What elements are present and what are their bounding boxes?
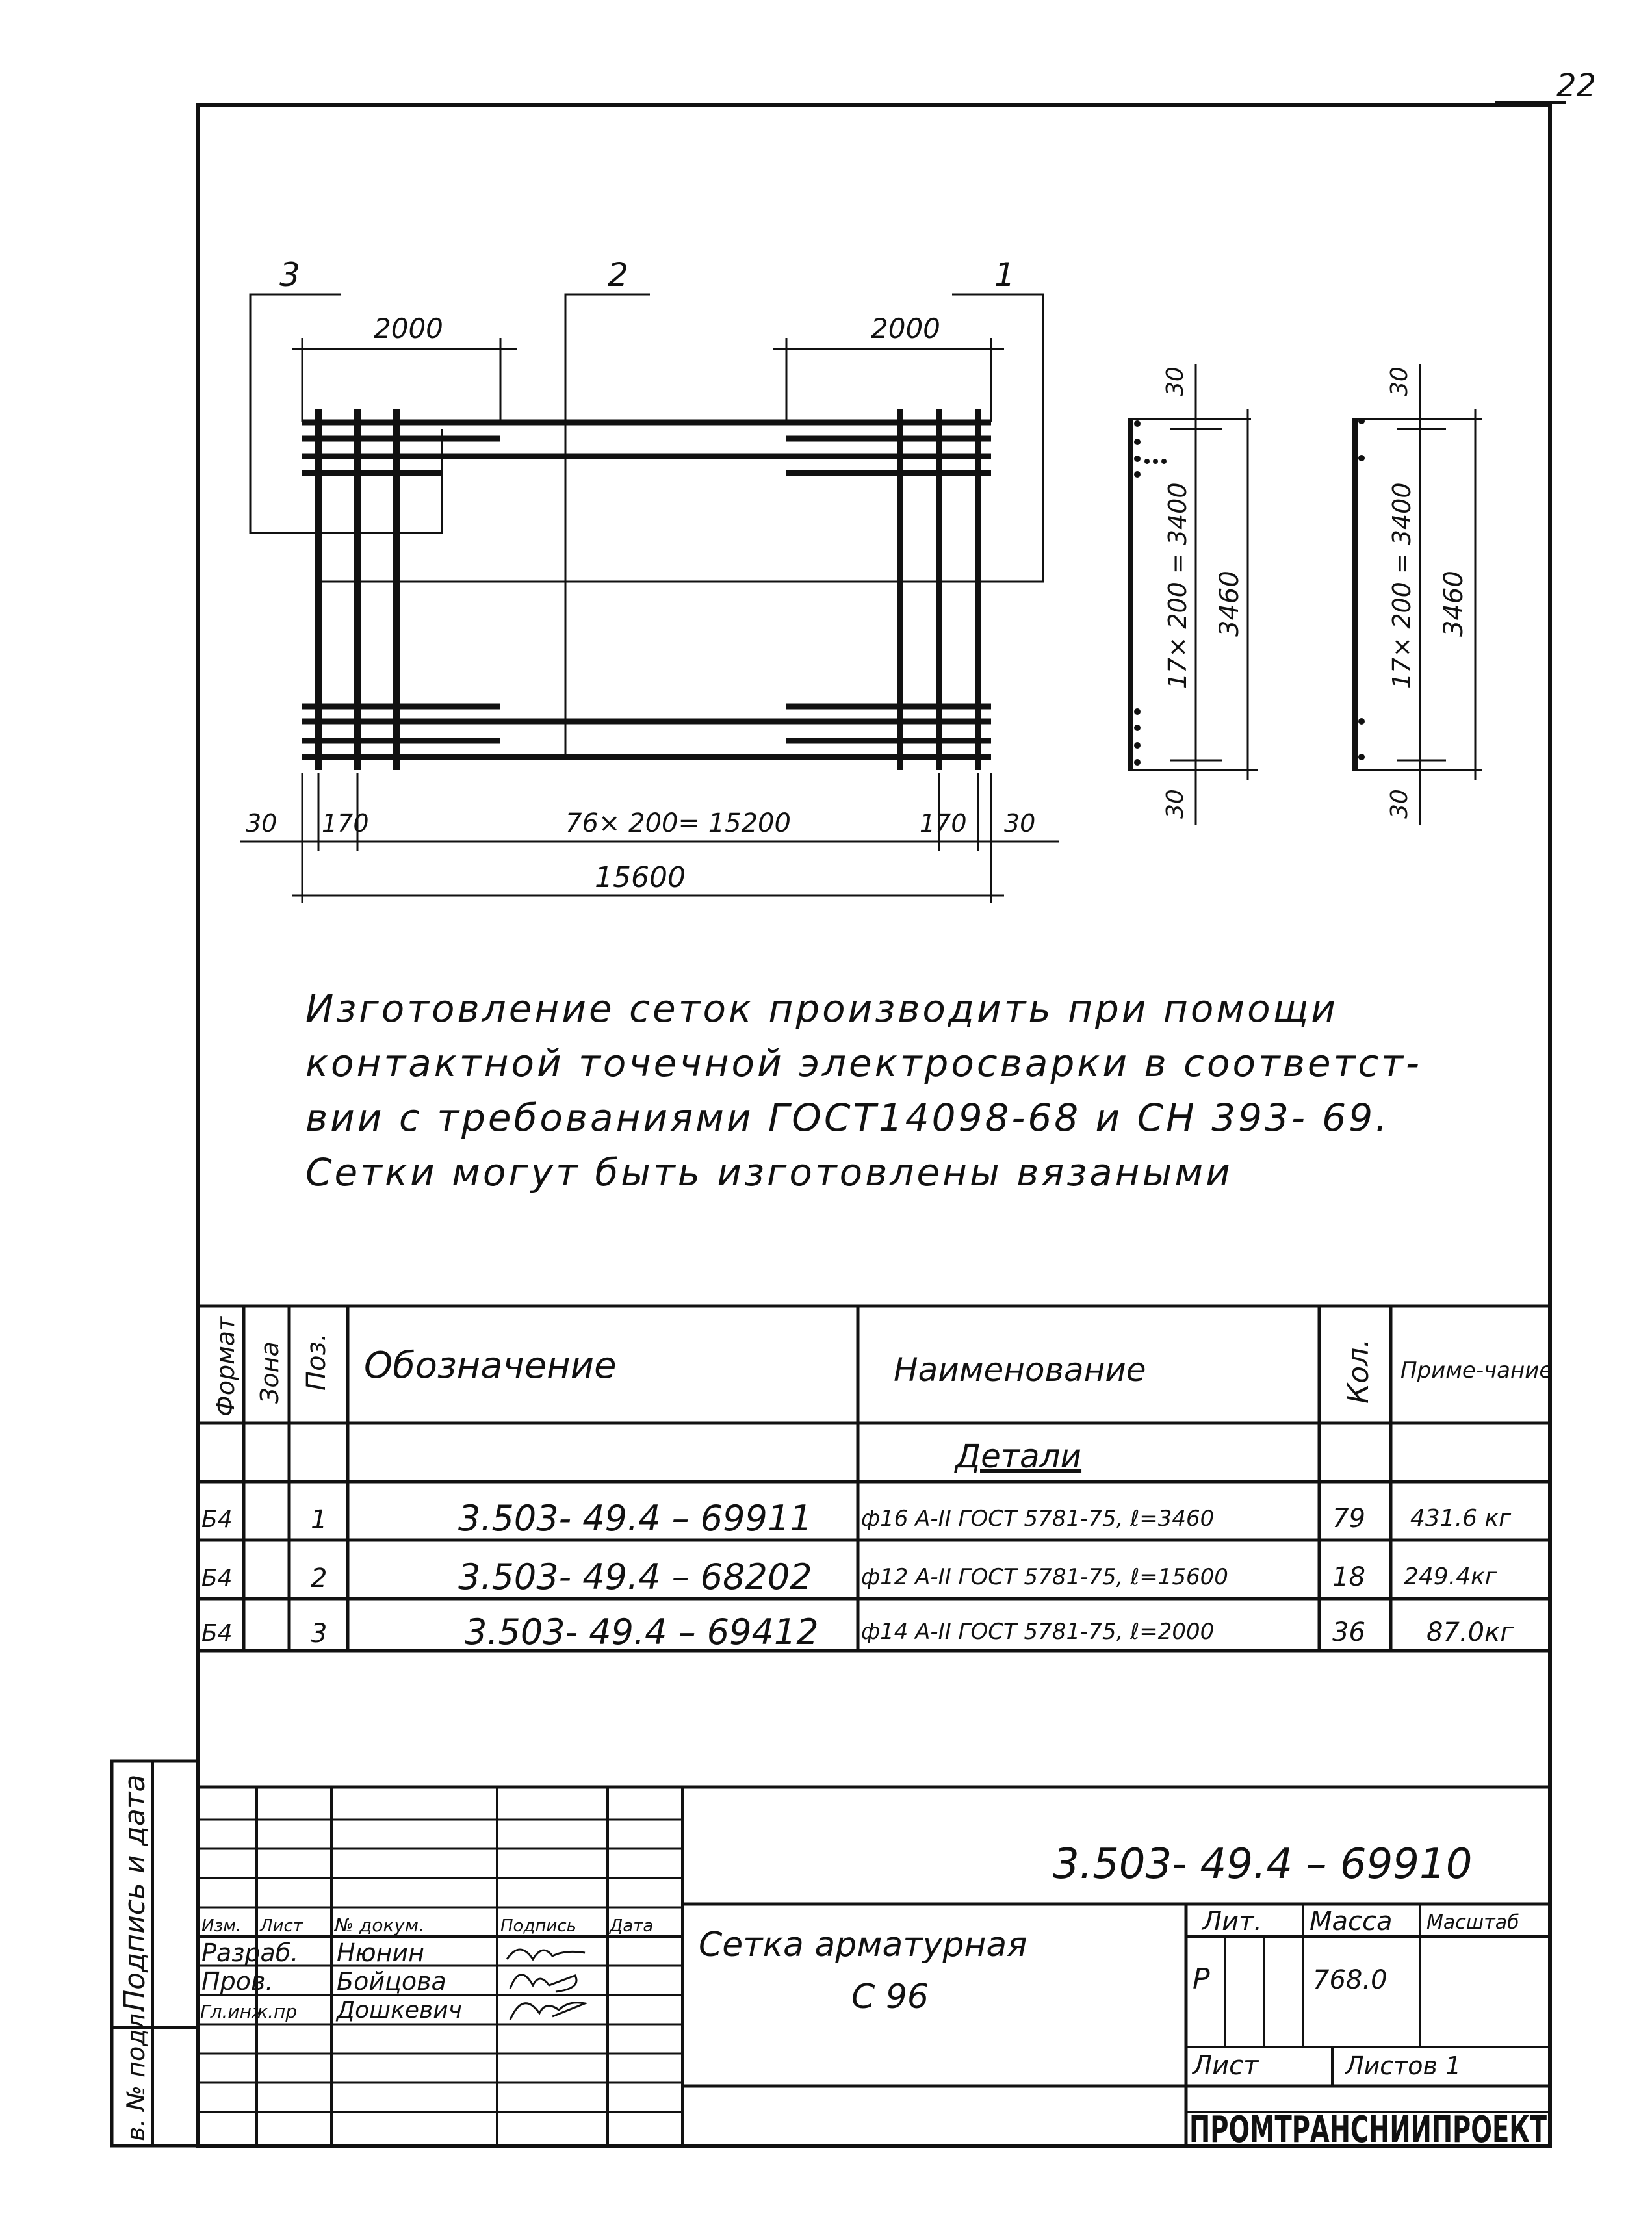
row1-format: Б4 — [201, 1506, 233, 1533]
name-chief-engineer: Дошкевич — [337, 1997, 462, 2024]
mass-label: Масса — [1310, 1907, 1393, 1937]
role-chief-engineer: Гл.инж.пр — [200, 2001, 298, 2022]
signature-marks — [507, 1950, 585, 2020]
note-line-2: контактной точечной электросварки в соответст- — [305, 1041, 1422, 1085]
section-left — [1128, 364, 1258, 825]
row1-designation: 3.503- 49.4 – 69911 — [458, 1498, 812, 1539]
row1-name: ф16 А-II ГОСТ 5781-75, ℓ=3460 — [861, 1506, 1215, 1532]
mesh-plan — [240, 256, 1059, 903]
product-title-line2: С 96 — [851, 1977, 929, 2016]
header-designation: Обозначение — [364, 1345, 617, 1387]
role-checker: Пров. — [201, 1967, 274, 1996]
dim-bottom-30-left: 30 — [246, 809, 277, 838]
section-left-bottom-30: 30 — [1162, 789, 1189, 819]
section-right-top-30: 30 — [1386, 367, 1413, 396]
row3-qty: 36 — [1332, 1617, 1365, 1647]
row1-pos: 1 — [311, 1505, 328, 1535]
dim-top-right: 2000 — [871, 313, 940, 344]
document-code: 3.503- 49.4 – 69910 — [1053, 1840, 1473, 1888]
sheet-label: Лист — [1193, 2051, 1259, 2081]
row2-format: Б4 — [201, 1565, 233, 1591]
side-label-sign-date: Подпись и дата — [118, 1774, 151, 2011]
row3-designation: 3.503- 49.4 – 69412 — [465, 1612, 819, 1653]
role-developer: Разраб. — [201, 1938, 299, 1967]
manufacturing-note — [305, 981, 1540, 1200]
note-line-4: Сетки могут быть изготовлены вязаными — [305, 1150, 1233, 1194]
col-sign: Подпись — [500, 1916, 576, 1936]
header-pos: Поз. — [302, 1333, 331, 1391]
scale-label: Масштаб — [1426, 1911, 1519, 1934]
title-block — [112, 1761, 1550, 2151]
name-developer: Нюнин — [337, 1938, 424, 1967]
section-right-mid: 17× 200 = 3400 — [1387, 482, 1416, 689]
row3-pos: 3 — [311, 1619, 328, 1649]
col-izm: Изм. — [201, 1916, 242, 1936]
row3-format: Б4 — [201, 1620, 233, 1647]
dim-bottom-170-right: 170 — [920, 809, 967, 838]
dim-total: 15600 — [595, 861, 686, 894]
callout-2: 2 — [608, 256, 628, 294]
row3-note: 87.0кг — [1426, 1617, 1514, 1647]
header-zone: Зона — [255, 1341, 284, 1404]
row1-note: 431.6 кг — [1410, 1505, 1512, 1532]
header-note: Приме-чание — [1400, 1358, 1553, 1384]
callout-3: 3 — [279, 256, 300, 294]
section-title: Детали — [955, 1437, 1082, 1475]
section-left-top-30: 30 — [1162, 367, 1189, 396]
dim-bottom-middle: 76× 200= 15200 — [565, 808, 791, 838]
sheets-label: Листов 1 — [1345, 2052, 1462, 2080]
callout-1: 1 — [994, 256, 1015, 294]
header-qty: Кол. — [1342, 1338, 1375, 1404]
spec-table — [198, 1306, 1553, 1787]
side-label-inv-no: в. № подл. — [122, 2005, 150, 2141]
row3-name: ф14 А-II ГОСТ 5781-75, ℓ=2000 — [861, 1619, 1215, 1645]
name-checker: Бойцова — [337, 1967, 446, 1996]
row1-qty: 79 — [1332, 1504, 1365, 1534]
row2-qty: 18 — [1332, 1562, 1365, 1592]
note-line-1: Изготовление сеток производить при помощи — [305, 986, 1338, 1031]
row2-note: 249.4кг — [1404, 1564, 1497, 1590]
header-format: Формат — [211, 1316, 240, 1417]
lit-value: Р — [1193, 1963, 1210, 1996]
dim-bottom-170-left: 170 — [322, 809, 369, 838]
section-left-mid: 17× 200 = 3400 — [1163, 482, 1192, 689]
dim-top-left: 2000 — [374, 313, 443, 344]
header-name: Наименование — [894, 1351, 1146, 1389]
page-number: 22 — [1556, 68, 1597, 104]
section-right-total: 3460 — [1439, 571, 1469, 637]
section-right-bottom-30: 30 — [1386, 789, 1413, 819]
row2-name: ф12 А-II ГОСТ 5781-75, ℓ=15600 — [861, 1564, 1228, 1590]
col-list: Лист — [260, 1916, 303, 1936]
dim-bottom-30-right: 30 — [1004, 809, 1036, 838]
note-line-3: вии с требованиями ГОСТ14098-68 и СН 393- 69. — [305, 1096, 1390, 1140]
row2-designation: 3.503- 49.4 – 68202 — [458, 1556, 812, 1597]
section-right — [1352, 364, 1482, 825]
section-left-total: 3460 — [1215, 571, 1245, 637]
organization-name: ПРОМТРАНСНИИПРОЕКТ — [1189, 2109, 1547, 2151]
mass-value: 768.0 — [1313, 1965, 1387, 1995]
col-doc-no: № докум. — [335, 1914, 425, 1936]
product-title-line1: Сетка арматурная — [699, 1925, 1027, 1964]
lit-label: Лит. — [1202, 1907, 1263, 1937]
col-date: Дата — [610, 1916, 654, 1936]
row2-pos: 2 — [311, 1564, 328, 1593]
